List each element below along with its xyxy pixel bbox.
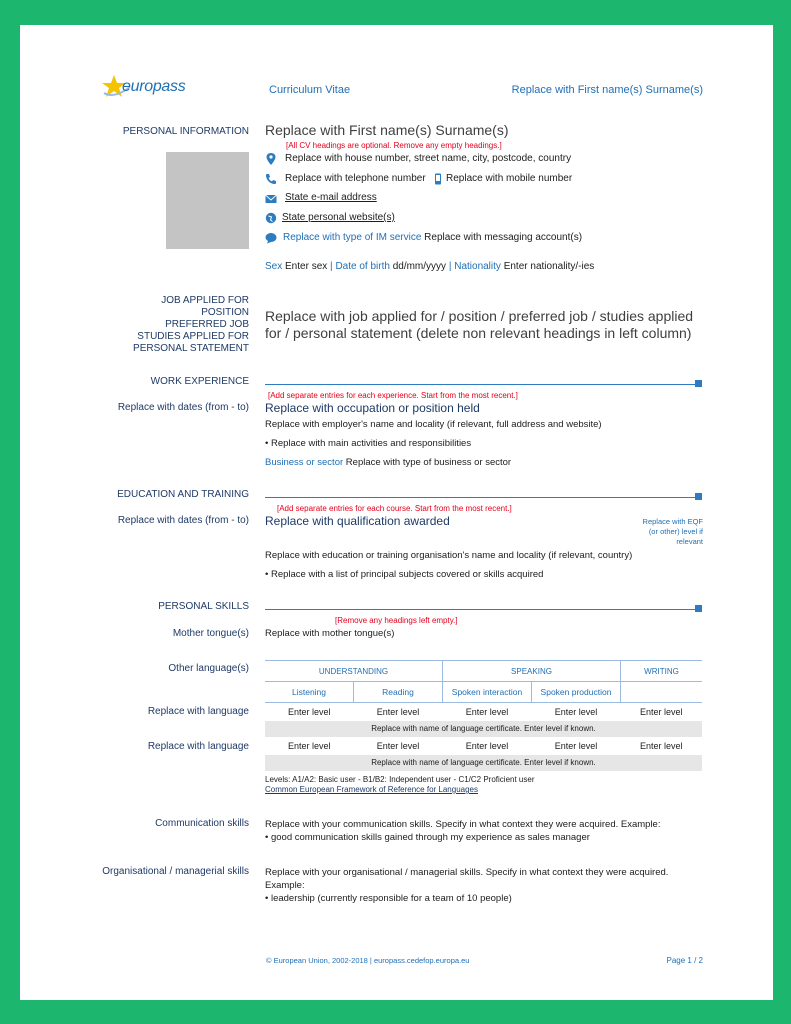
address: Replace with house number, street name, city, postcode, country — [285, 153, 572, 164]
footer-copyright: © European Union, 2002-2018 | europass.cedefop.europa.eu — [266, 956, 470, 965]
eqf-line: Replace with EQF — [642, 517, 703, 526]
subjects: • Replace with a list of principal subjects covered or skills acquired — [265, 569, 544, 580]
organisation: Replace with education or training organisation's name and locality (if relevant, country) — [265, 550, 633, 561]
speaking-header: SPEAKING — [443, 661, 621, 682]
qualification: Replace with qualification awarded — [265, 514, 450, 528]
job-label-line: STUDIES APPLIED FOR — [137, 331, 249, 342]
level-cell[interactable]: Enter level — [287, 740, 331, 751]
education-label: EDUCATION AND TRAINING — [117, 489, 249, 500]
mobile-icon — [432, 173, 444, 185]
organisational-line: Replace with your organisational / managerial skills. Specify in what context they were acquired. — [265, 867, 669, 878]
education-note: [Add separate entries for each course. Start from the most recent.] — [277, 504, 512, 513]
level-cell[interactable]: Enter level — [376, 706, 420, 717]
level-cell[interactable]: Enter level — [287, 706, 331, 717]
spoken-interaction-header: Spoken interaction — [443, 682, 532, 703]
certificate-row: Replace with name of language certificate. Enter level if known. — [265, 721, 702, 737]
section-rule-end — [695, 605, 702, 612]
location-pin-icon — [265, 153, 277, 165]
mobile: Replace with mobile number — [446, 173, 573, 184]
level-cell[interactable]: Enter level — [639, 706, 683, 717]
section-rule — [265, 497, 700, 498]
cefr-link[interactable]: Common European Framework of Reference for Languages — [265, 785, 478, 794]
understanding-header: UNDERSTANDING — [265, 661, 443, 682]
communication-skills-text — [265, 818, 660, 844]
communication-skills-label: Communication skills — [155, 818, 249, 829]
eqf-line: relevant — [676, 537, 703, 546]
communication-line: Replace with your communication skills. Specify in what context they were acquired. Example: — [265, 819, 661, 830]
language-name: Replace with language — [147, 706, 249, 717]
organisational-line: Example: — [265, 880, 305, 891]
section-rule-end — [695, 493, 702, 500]
reading-header: Reading — [354, 682, 443, 703]
website-link[interactable]: State personal website(s) — [282, 212, 395, 223]
level-cell[interactable]: Enter level — [639, 740, 683, 751]
job-label-line: PREFERRED JOB — [165, 319, 249, 330]
website-icon — [265, 212, 277, 224]
writing-header: WRITING — [621, 661, 703, 682]
occupation: Replace with occupation or position held — [265, 401, 480, 415]
personal-skills-label: PERSONAL SKILLS — [158, 601, 249, 612]
organisational-line: • leadership (currently responsible for a team of 10 people) — [265, 893, 512, 904]
im-service: Replace with type of IM service — [283, 232, 422, 243]
job-statement-line: for / personal statement (delete non relevant headings in left column) — [265, 325, 692, 341]
section-rule-end — [695, 380, 702, 387]
sector-line — [265, 457, 511, 468]
language-table — [265, 660, 702, 771]
employer: Replace with employer's name and locality (if relevant, full address and website) — [265, 419, 602, 430]
job-label — [133, 295, 249, 355]
eqf-level — [643, 517, 703, 547]
section-rule — [265, 384, 700, 385]
chat-bubble-icon — [265, 232, 277, 244]
telephone: Replace with telephone number — [285, 173, 426, 184]
dob-value: dd/mm/yyyy — [392, 261, 447, 272]
level-cell[interactable]: Enter level — [465, 740, 509, 751]
activities: • Replace with main activities and responsibilities — [265, 438, 472, 449]
optional-headings-note: [All CV headings are optional. Remove any empty headings.] — [286, 141, 502, 150]
skills-note: [Remove any headings left empty.] — [335, 616, 458, 625]
im-account: Replace with messaging account(s) — [424, 232, 583, 243]
certificate-row: Replace with name of language certificate. Enter level if known. — [265, 755, 702, 771]
sex-value: Enter sex — [285, 261, 328, 272]
job-label-line: PERSONAL STATEMENT — [133, 343, 249, 354]
email-icon — [265, 193, 277, 205]
sex-label: Sex — [265, 261, 283, 272]
level-cell[interactable]: Enter level — [465, 706, 509, 717]
nationality-value: Enter nationality/-ies — [503, 261, 595, 272]
email-link[interactable]: State e-mail address — [285, 192, 377, 203]
logo-text: europass — [122, 78, 186, 95]
mother-tongue-value: Replace with mother tongue(s) — [265, 628, 395, 639]
telephone-icon — [265, 173, 277, 185]
education-dates: Replace with dates (from - to) — [117, 515, 249, 526]
listening-header: Listening — [265, 682, 354, 703]
organisational-skills-label: Organisational / managerial skills — [102, 866, 249, 877]
levels-note: Levels: A1/A2: Basic user - B1/B2: Independent user - C1/C2 Proficient user — [265, 775, 535, 784]
language-name: Replace with language — [147, 741, 249, 752]
separator: | — [448, 261, 452, 272]
doc-title: Curriculum Vitae — [269, 84, 351, 96]
europass-logo — [100, 73, 200, 101]
level-cell[interactable]: Enter level — [554, 740, 598, 751]
work-experience-label: WORK EXPERIENCE — [150, 376, 249, 387]
communication-line: • good communication skills gained through my experience as sales manager — [265, 832, 590, 843]
work-note: [Add separate entries for each experience. Start from the most recent.] — [268, 391, 518, 400]
mother-tongue-label: Mother tongue(s) — [172, 628, 249, 639]
nationality-label: Nationality — [454, 261, 501, 272]
organisational-skills-text — [265, 866, 668, 905]
personal-info-label: PERSONAL INFORMATION — [122, 126, 249, 137]
dob-label: Date of birth — [335, 261, 390, 272]
job-statement-line: Replace with job applied for / position / preferred job / studies applied — [265, 308, 694, 324]
personal-details-line — [265, 261, 594, 272]
section-rule — [265, 609, 700, 610]
level-cell[interactable]: Enter level — [376, 740, 420, 751]
other-languages-label: Other language(s) — [168, 663, 249, 674]
job-statement — [265, 308, 693, 342]
photo-placeholder[interactable] — [166, 152, 249, 249]
level-cell[interactable]: Enter level — [554, 706, 598, 717]
separator: | — [330, 261, 333, 272]
work-dates: Replace with dates (from - to) — [117, 402, 249, 413]
header-name: Replace with First name(s) Surname(s) — [511, 84, 703, 96]
page-number: Page 1 / 2 — [666, 956, 703, 965]
im-line — [283, 232, 582, 243]
sector-value: Replace with type of business or sector — [345, 457, 512, 468]
sector-label: Business or sector — [265, 457, 344, 468]
eqf-line: (or other) level if — [648, 527, 703, 536]
job-label-line: JOB APPLIED FOR — [161, 295, 249, 306]
cv-page — [20, 25, 773, 1000]
spoken-production-header: Spoken production — [532, 682, 621, 703]
job-label-line: POSITION — [201, 307, 249, 318]
writing-subheader — [621, 682, 703, 703]
full-name: Replace with First name(s) Surname(s) — [265, 122, 509, 138]
